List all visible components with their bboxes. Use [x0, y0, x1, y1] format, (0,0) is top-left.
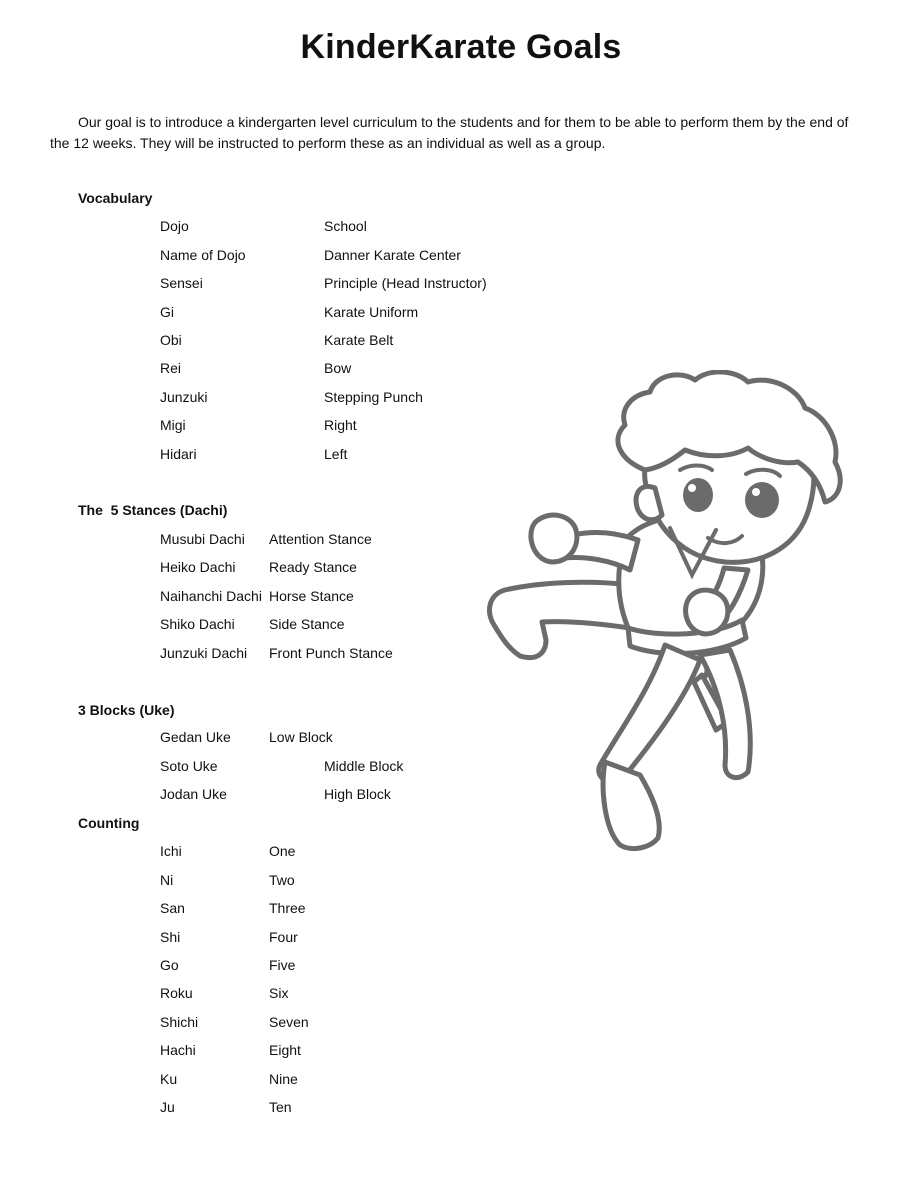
- count-meaning: Six: [269, 985, 289, 1001]
- count-term: Shichi: [160, 1014, 199, 1030]
- vocab-term: Sensei: [160, 275, 203, 291]
- count-term: Ku: [160, 1071, 178, 1087]
- count-meaning: One: [269, 843, 296, 859]
- stance-meaning: Front Punch Stance: [269, 645, 393, 661]
- section-heading-blocks: 3 Blocks (Uke): [78, 702, 175, 718]
- vocab-term: Dojo: [160, 218, 189, 234]
- count-term: Ni: [160, 872, 174, 888]
- count-term: San: [160, 900, 185, 916]
- vocab-term: Rei: [160, 360, 182, 376]
- block-term: Jodan Uke: [160, 786, 227, 802]
- stance-term: Junzuki Dachi: [160, 645, 248, 661]
- count-meaning: Ten: [269, 1099, 292, 1115]
- block-term: Soto Uke: [160, 758, 218, 774]
- vocab-meaning: Bow: [324, 360, 352, 376]
- vocab-meaning: Right: [324, 417, 357, 433]
- karate-kid-kicking-icon: [480, 370, 880, 860]
- vocab-meaning: School: [324, 218, 367, 234]
- vocab-term: Name of Dojo: [160, 247, 246, 263]
- count-term: Roku: [160, 985, 193, 1001]
- block-meaning: Middle Block: [324, 758, 404, 774]
- stance-term: Heiko Dachi: [160, 559, 236, 575]
- stance-term: Shiko Dachi: [160, 616, 235, 632]
- vocab-term: Hidari: [160, 446, 197, 462]
- section-heading-vocabulary: Vocabulary: [78, 190, 153, 206]
- count-meaning: Nine: [269, 1071, 298, 1087]
- vocab-term: Junzuki: [160, 389, 208, 405]
- stance-term: Musubi Dachi: [160, 531, 245, 547]
- page-title: KinderKarate Goals: [300, 28, 622, 66]
- stance-meaning: Attention Stance: [269, 531, 372, 547]
- block-term: Gedan Uke: [160, 729, 231, 745]
- count-term: Hachi: [160, 1042, 196, 1058]
- vocab-meaning: Left: [324, 446, 348, 462]
- block-meaning: Low Block: [269, 729, 333, 745]
- block-meaning: High Block: [324, 786, 391, 802]
- vocab-meaning: Principle (Head Instructor): [324, 275, 487, 291]
- stance-term: Naihanchi Dachi: [160, 588, 262, 604]
- count-term: Shi: [160, 929, 181, 945]
- count-meaning: Three: [269, 900, 306, 916]
- count-term: Go: [160, 957, 179, 973]
- vocab-meaning: Karate Belt: [324, 332, 394, 348]
- section-heading-counting: Counting: [78, 815, 140, 831]
- vocab-meaning: Stepping Punch: [324, 389, 423, 405]
- section-heading-stances: The 5 Stances (Dachi): [78, 502, 228, 518]
- vocab-term: Migi: [160, 417, 186, 433]
- count-term: Ichi: [160, 843, 182, 859]
- count-meaning: Two: [269, 872, 295, 888]
- stance-meaning: Side Stance: [269, 616, 345, 632]
- stance-meaning: Horse Stance: [269, 588, 354, 604]
- vocab-term: Obi: [160, 332, 182, 348]
- count-meaning: Five: [269, 957, 296, 973]
- count-meaning: Eight: [269, 1042, 301, 1058]
- count-meaning: Seven: [269, 1014, 309, 1030]
- count-meaning: Four: [269, 929, 298, 945]
- count-term: Ju: [160, 1099, 175, 1115]
- stance-meaning: Ready Stance: [269, 559, 357, 575]
- intro-paragraph: Our goal is to introduce a kindergarten level curriculum to the students and for them to be able to perform them by the end of the 12 weeks. They will be instructed to perform these as an individual as well as a group.: [50, 114, 849, 151]
- vocab-meaning: Danner Karate Center: [324, 247, 461, 263]
- vocab-term: Gi: [160, 304, 174, 320]
- vocab-meaning: Karate Uniform: [324, 304, 419, 320]
